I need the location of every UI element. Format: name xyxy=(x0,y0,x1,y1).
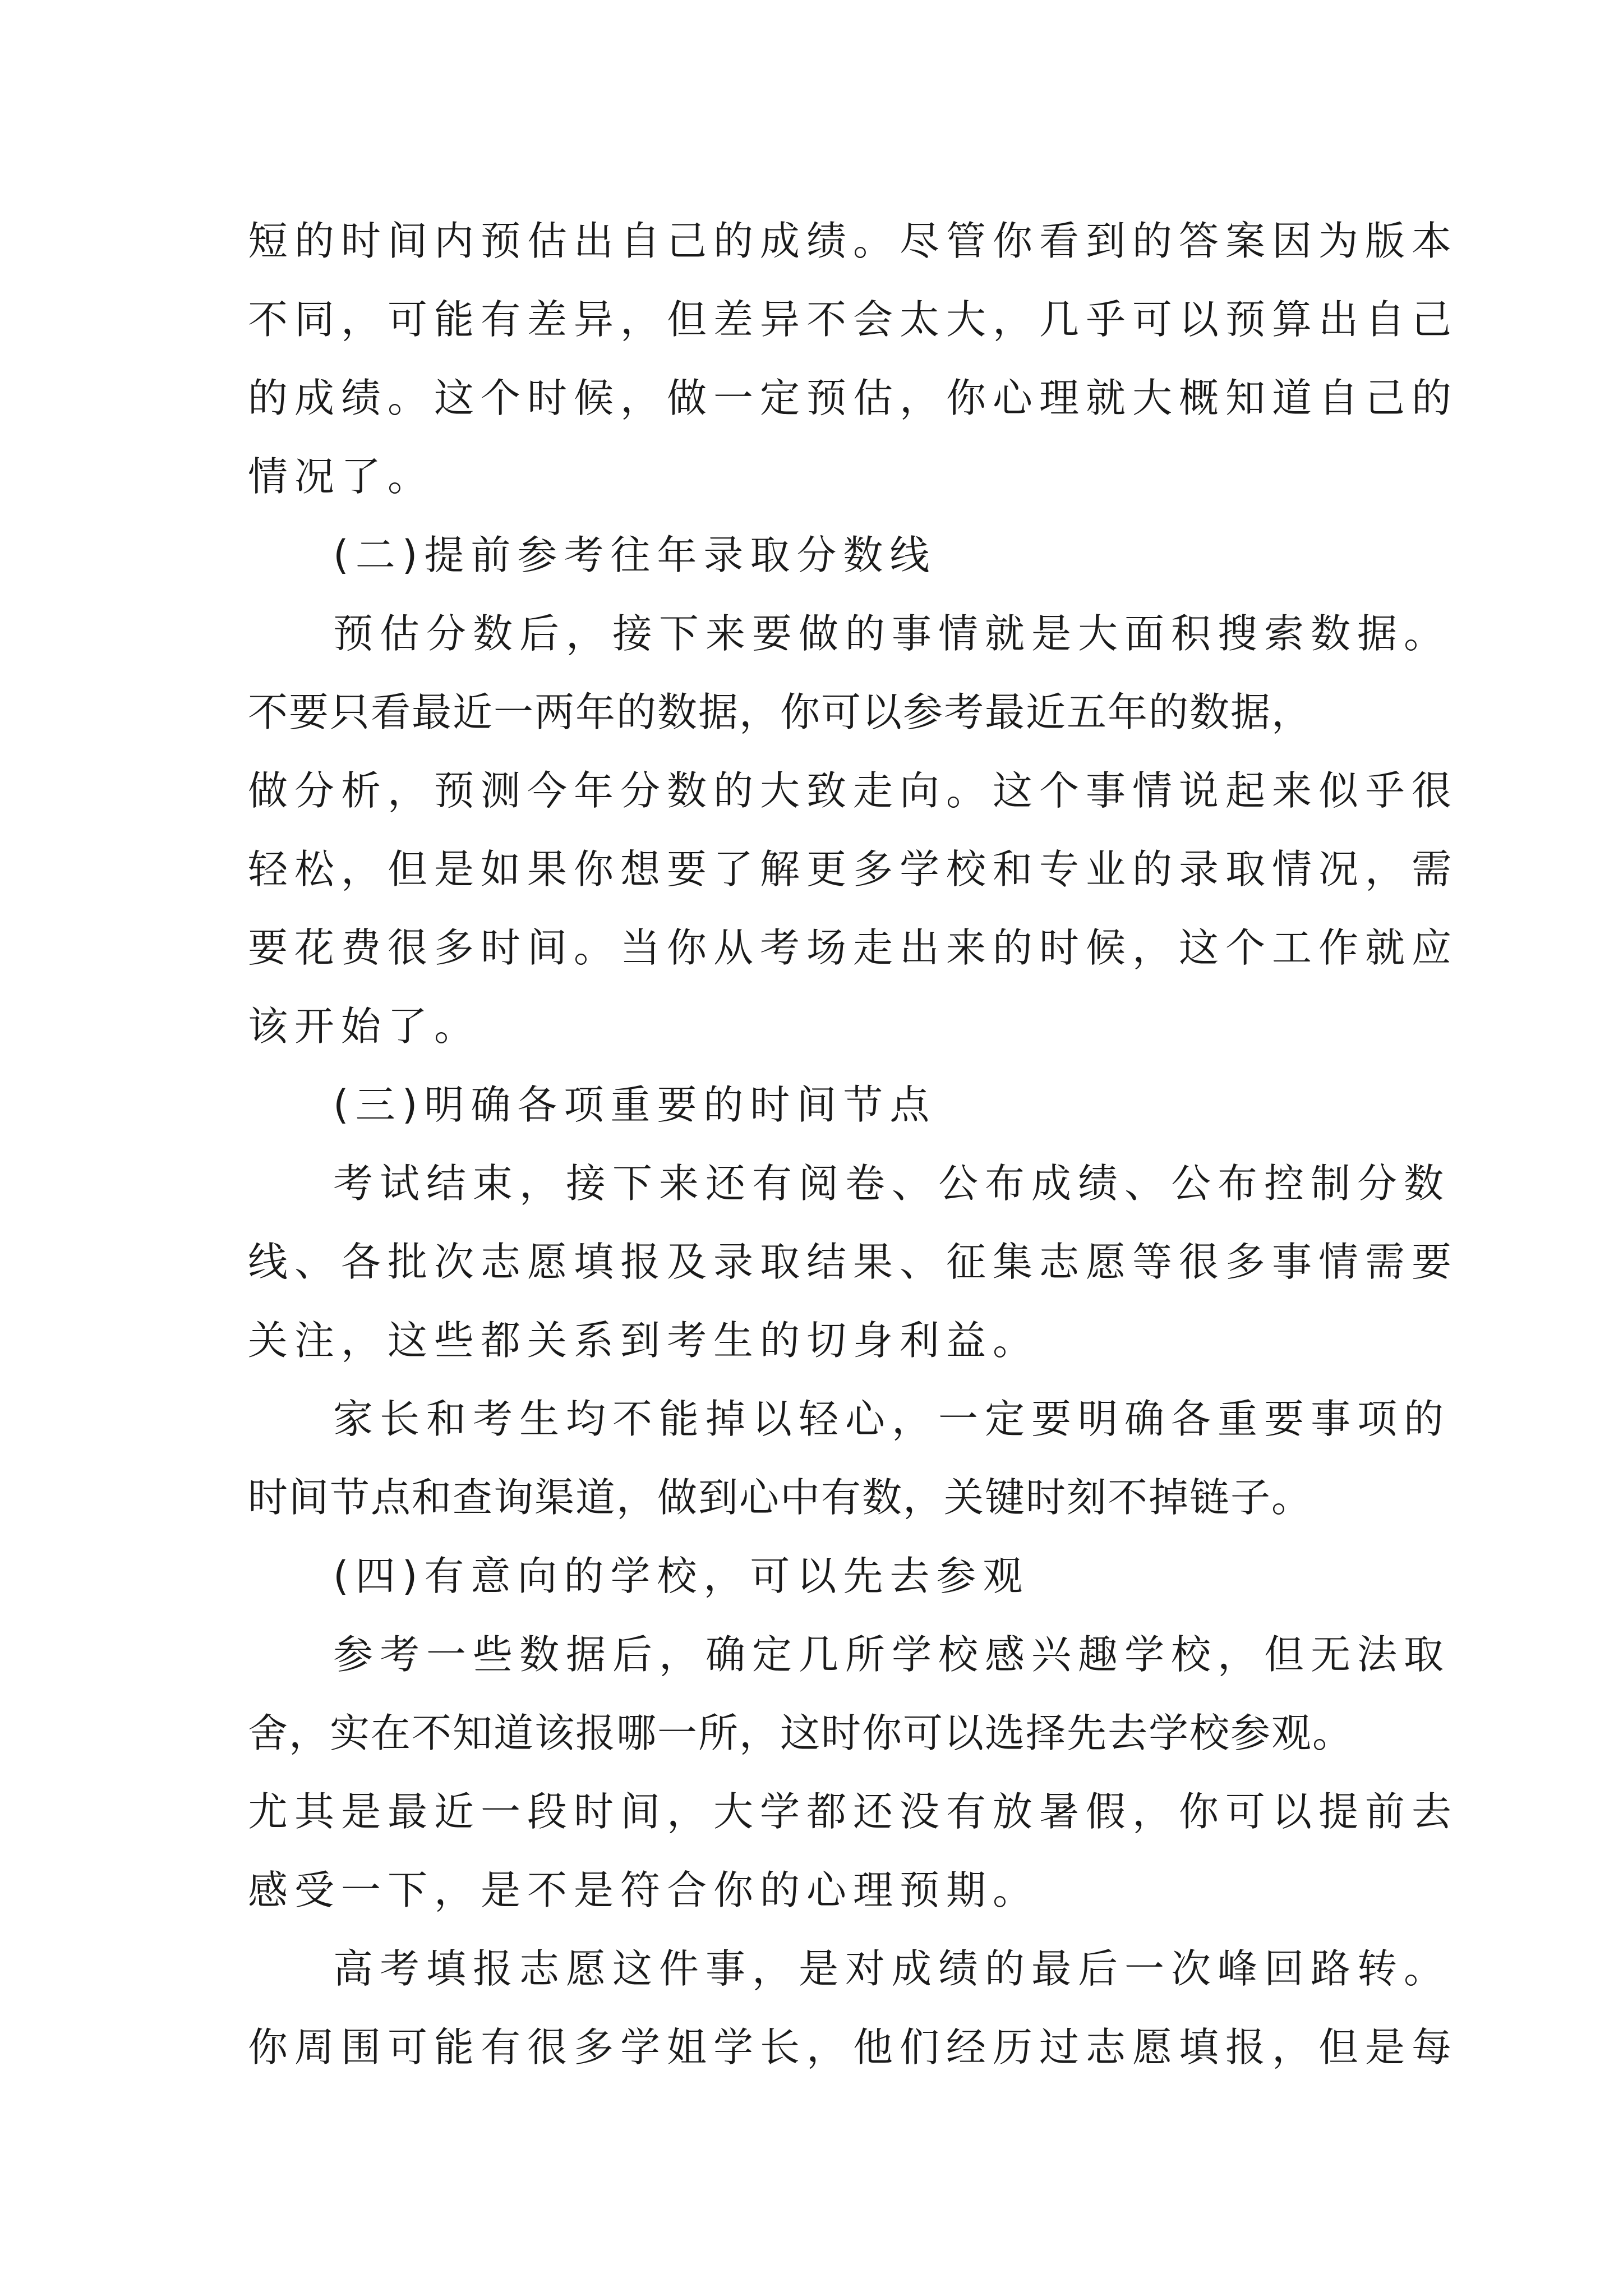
body-text-line: 你周围可能有很多学姐学长，他们经历过志愿填报，但是每 xyxy=(248,2024,1459,2070)
body-text-line: 线、各批次志愿填报及录取结果、征集志愿等很多事情需要 xyxy=(248,1239,1459,1285)
body-text-line: 感受一下，是不是符合你的心理预期。 xyxy=(248,1867,1040,1913)
paragraph-start-line: 参考一些数据后，确定几所学校感兴趣学校，但无法取 xyxy=(333,1631,1451,1678)
paragraph-start-line: 考试结束，接下来还有阅卷、公布成绩、公布控制分数 xyxy=(333,1160,1451,1207)
body-text-line: 关注，这些都关系到考生的切身利益。 xyxy=(248,1317,1040,1364)
section-heading-3: (三)明确各项重要的时间节点 xyxy=(333,1082,937,1128)
body-text-line: 尤其是最近一段时间，大学都还没有放暑假，你可以提前去 xyxy=(248,1788,1459,1835)
body-text-line: 时间节点和查询渠道，做到心中有数，关键时刻不掉链子。 xyxy=(248,1474,1313,1521)
body-text-line: 该开始了。 xyxy=(248,1003,481,1050)
body-text-line: 不要只看最近一两年的数据，你可以参考最近五年的数据， xyxy=(248,689,1313,735)
paragraph-start-line: 预估分数后，接下来要做的事情就是大面积搜索数据。 xyxy=(333,610,1451,657)
body-text-line: 要花费很多时间。当你从考场走出来的时候，这个工作就应 xyxy=(248,924,1459,971)
body-text-line: 不同，可能有差异，但差异不会太大，几乎可以预算出自己 xyxy=(248,296,1459,343)
body-text-line: 做分析，预测今年分数的大致走向。这个事情说起来似乎很 xyxy=(248,767,1459,814)
body-text-line: 舍，实在不知道该报哪一所，这时你可以选择先去学校参观。 xyxy=(248,1710,1354,1756)
section-heading-2: (二)提前参考往年录取分数线 xyxy=(333,532,937,578)
body-text-line: 情况了。 xyxy=(248,453,435,500)
body-text-line: 短的时间内预估出自己的成绩。尽管你看到的答案因为版本 xyxy=(248,218,1459,264)
section-heading-4: (四)有意向的学校，可以先去参观 xyxy=(333,1553,1030,1599)
paragraph-start-line: 高考填报志愿这件事，是对成绩的最后一次峰回路转。 xyxy=(333,1945,1451,1992)
body-text-line: 轻松，但是如果你想要了解更多学校和专业的录取情况，需 xyxy=(248,846,1459,892)
paragraph-start-line: 家长和考生均不能掉以轻心，一定要明确各重要事项的 xyxy=(333,1396,1451,1442)
body-text-line: 的成绩。这个时候，做一定预估，你心理就大概知道自己的 xyxy=(248,375,1459,421)
